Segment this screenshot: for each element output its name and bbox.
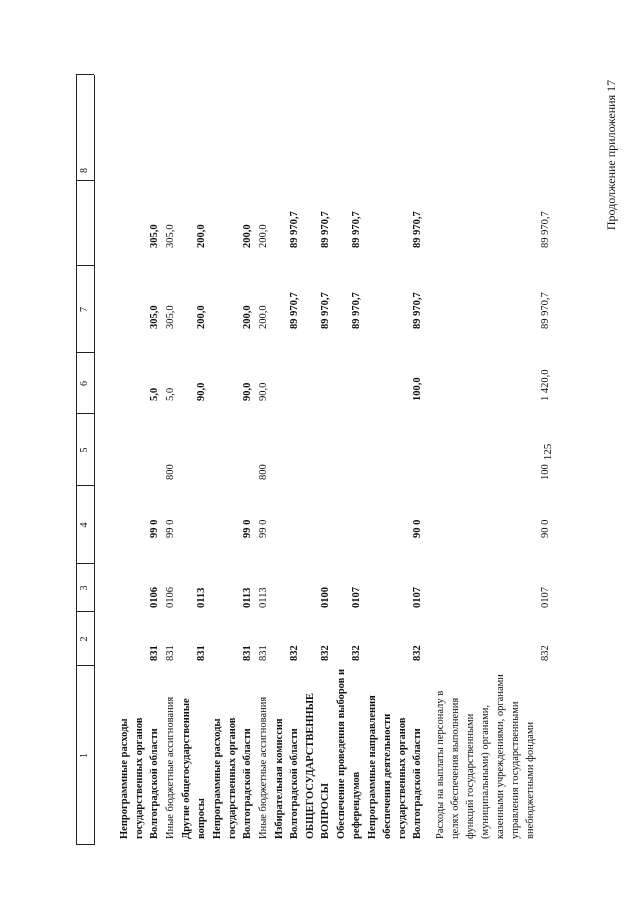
cell-col-7: 305,0 [149, 305, 160, 329]
cell-col-3: 0107 [540, 587, 551, 608]
column-header-5: 5 [79, 447, 90, 453]
cell-col-6: 100,0 [412, 377, 423, 401]
cell-col-3: 0106 [149, 587, 160, 608]
column-header-2: 2 [79, 636, 90, 642]
cell-col-7: 89 970,7 [540, 292, 551, 329]
cell-col-8: 305,0 [149, 224, 160, 248]
column-header-1: 1 [79, 753, 90, 758]
cell-col-2: 831 [149, 645, 160, 661]
cell-col-7: 89 970,7 [351, 292, 362, 329]
cell-col-4: 90 0 [412, 519, 423, 538]
cell-col-4: 90 0 [540, 519, 551, 538]
cell-col-7: 89 970,7 [289, 292, 300, 329]
cell-col-7: 89 970,7 [412, 292, 423, 329]
cell-col-7: 200,0 [242, 305, 253, 329]
cell-col-2: 832 [540, 645, 551, 661]
row-label: Непрограммные направления обеспечения деятельности государственных органов Волгоградской области [367, 695, 423, 839]
row-label: Обеспечение проведения выборов и референдумов [336, 669, 362, 839]
column-header-6: 6 [79, 381, 90, 386]
cell-col-8: 89 970,7 [351, 211, 362, 248]
cell-col-2: 831 [196, 645, 207, 661]
cell-col-2: 831 [165, 645, 176, 661]
row-label: Иные бюджетные ассигнования [165, 696, 176, 839]
row-label: ОБЩЕГОСУДАРСТВЕННЫЕ ВОПРОСЫ [305, 692, 331, 839]
cell-col-6: 90,0 [242, 382, 253, 401]
row-label: Непрограммные расходы государственных органов Волгоградской области [119, 717, 160, 839]
row-label: Другие общегосударственные вопросы [181, 698, 207, 839]
cell-col-8: 200,0 [242, 224, 253, 248]
cell-col-6: 5,0 [149, 387, 160, 401]
cell-col-8: 305,0 [165, 224, 176, 248]
cell-col-8: 200,0 [196, 224, 207, 248]
cell-col-4: 99 0 [149, 519, 160, 538]
cell-col-7: 89 970,7 [320, 292, 331, 329]
cell-col-6: 90,0 [196, 382, 207, 401]
cell-col-8: 89 970,7 [289, 211, 300, 248]
cell-col-3: 0113 [242, 587, 253, 608]
row-label: Избирательная комиссия Волгоградской области [274, 718, 300, 839]
cell-col-8: 89 970,7 [540, 211, 551, 248]
cell-col-8: 89 970,7 [320, 211, 331, 248]
cell-col-4: 99 0 [242, 519, 253, 538]
cell-col-2: 832 [412, 645, 423, 661]
cell-col-8: 89 970,7 [412, 211, 423, 248]
cell-col-3: 0107 [412, 587, 423, 608]
table-header-rule [94, 75, 95, 845]
cell-col-7: 305,0 [165, 305, 176, 329]
cell-col-2: 832 [320, 645, 331, 661]
row-label: Иные бюджетные ассигнования [258, 696, 269, 839]
column-header-8: 8 [79, 168, 90, 173]
cell-col-2: 832 [351, 645, 362, 661]
cell-col-3: 0113 [258, 587, 269, 608]
cell-col-3: 0107 [351, 587, 362, 608]
cell-col-5: 100 [540, 464, 551, 480]
cell-col-6: 90,0 [258, 382, 269, 401]
cell-col-3: 0106 [165, 587, 176, 608]
cell-col-3: 0113 [196, 587, 207, 608]
cell-col-4: 99 0 [165, 519, 176, 538]
cell-col-4: 99 0 [258, 519, 269, 538]
cell-col-2: 831 [242, 645, 253, 661]
cell-col-5: 800 [165, 464, 176, 480]
page-number: 125 [542, 443, 554, 461]
cell-col-7: 200,0 [196, 305, 207, 329]
column-header-3: 3 [79, 585, 90, 591]
cell-col-8: 200,0 [258, 224, 269, 248]
row-label: Расходы на выплаты персоналу в целях обеспечения выполнения функций государственными (муниципальными) органами, казенными учреждениями, органами управления государственными внебюджетными фондами [435, 674, 536, 839]
column-header-4: 4 [79, 522, 90, 528]
cell-col-5: 800 [258, 464, 269, 480]
cell-col-6: 1 420,0 [540, 369, 551, 401]
budget-table [76, 75, 570, 845]
row-label: Непрограммные расходы государственных органов Волгоградской области [212, 717, 253, 839]
cell-col-3: 0100 [320, 587, 331, 608]
column-header-7: 7 [79, 307, 90, 312]
cell-col-2: 832 [289, 645, 300, 661]
table-top-rule [76, 75, 77, 845]
cell-col-2: 831 [258, 645, 269, 661]
continuation-label: Продолжение приложения 17 [604, 79, 618, 231]
cell-col-7: 200,0 [258, 305, 269, 329]
cell-col-6: 5,0 [165, 387, 176, 401]
